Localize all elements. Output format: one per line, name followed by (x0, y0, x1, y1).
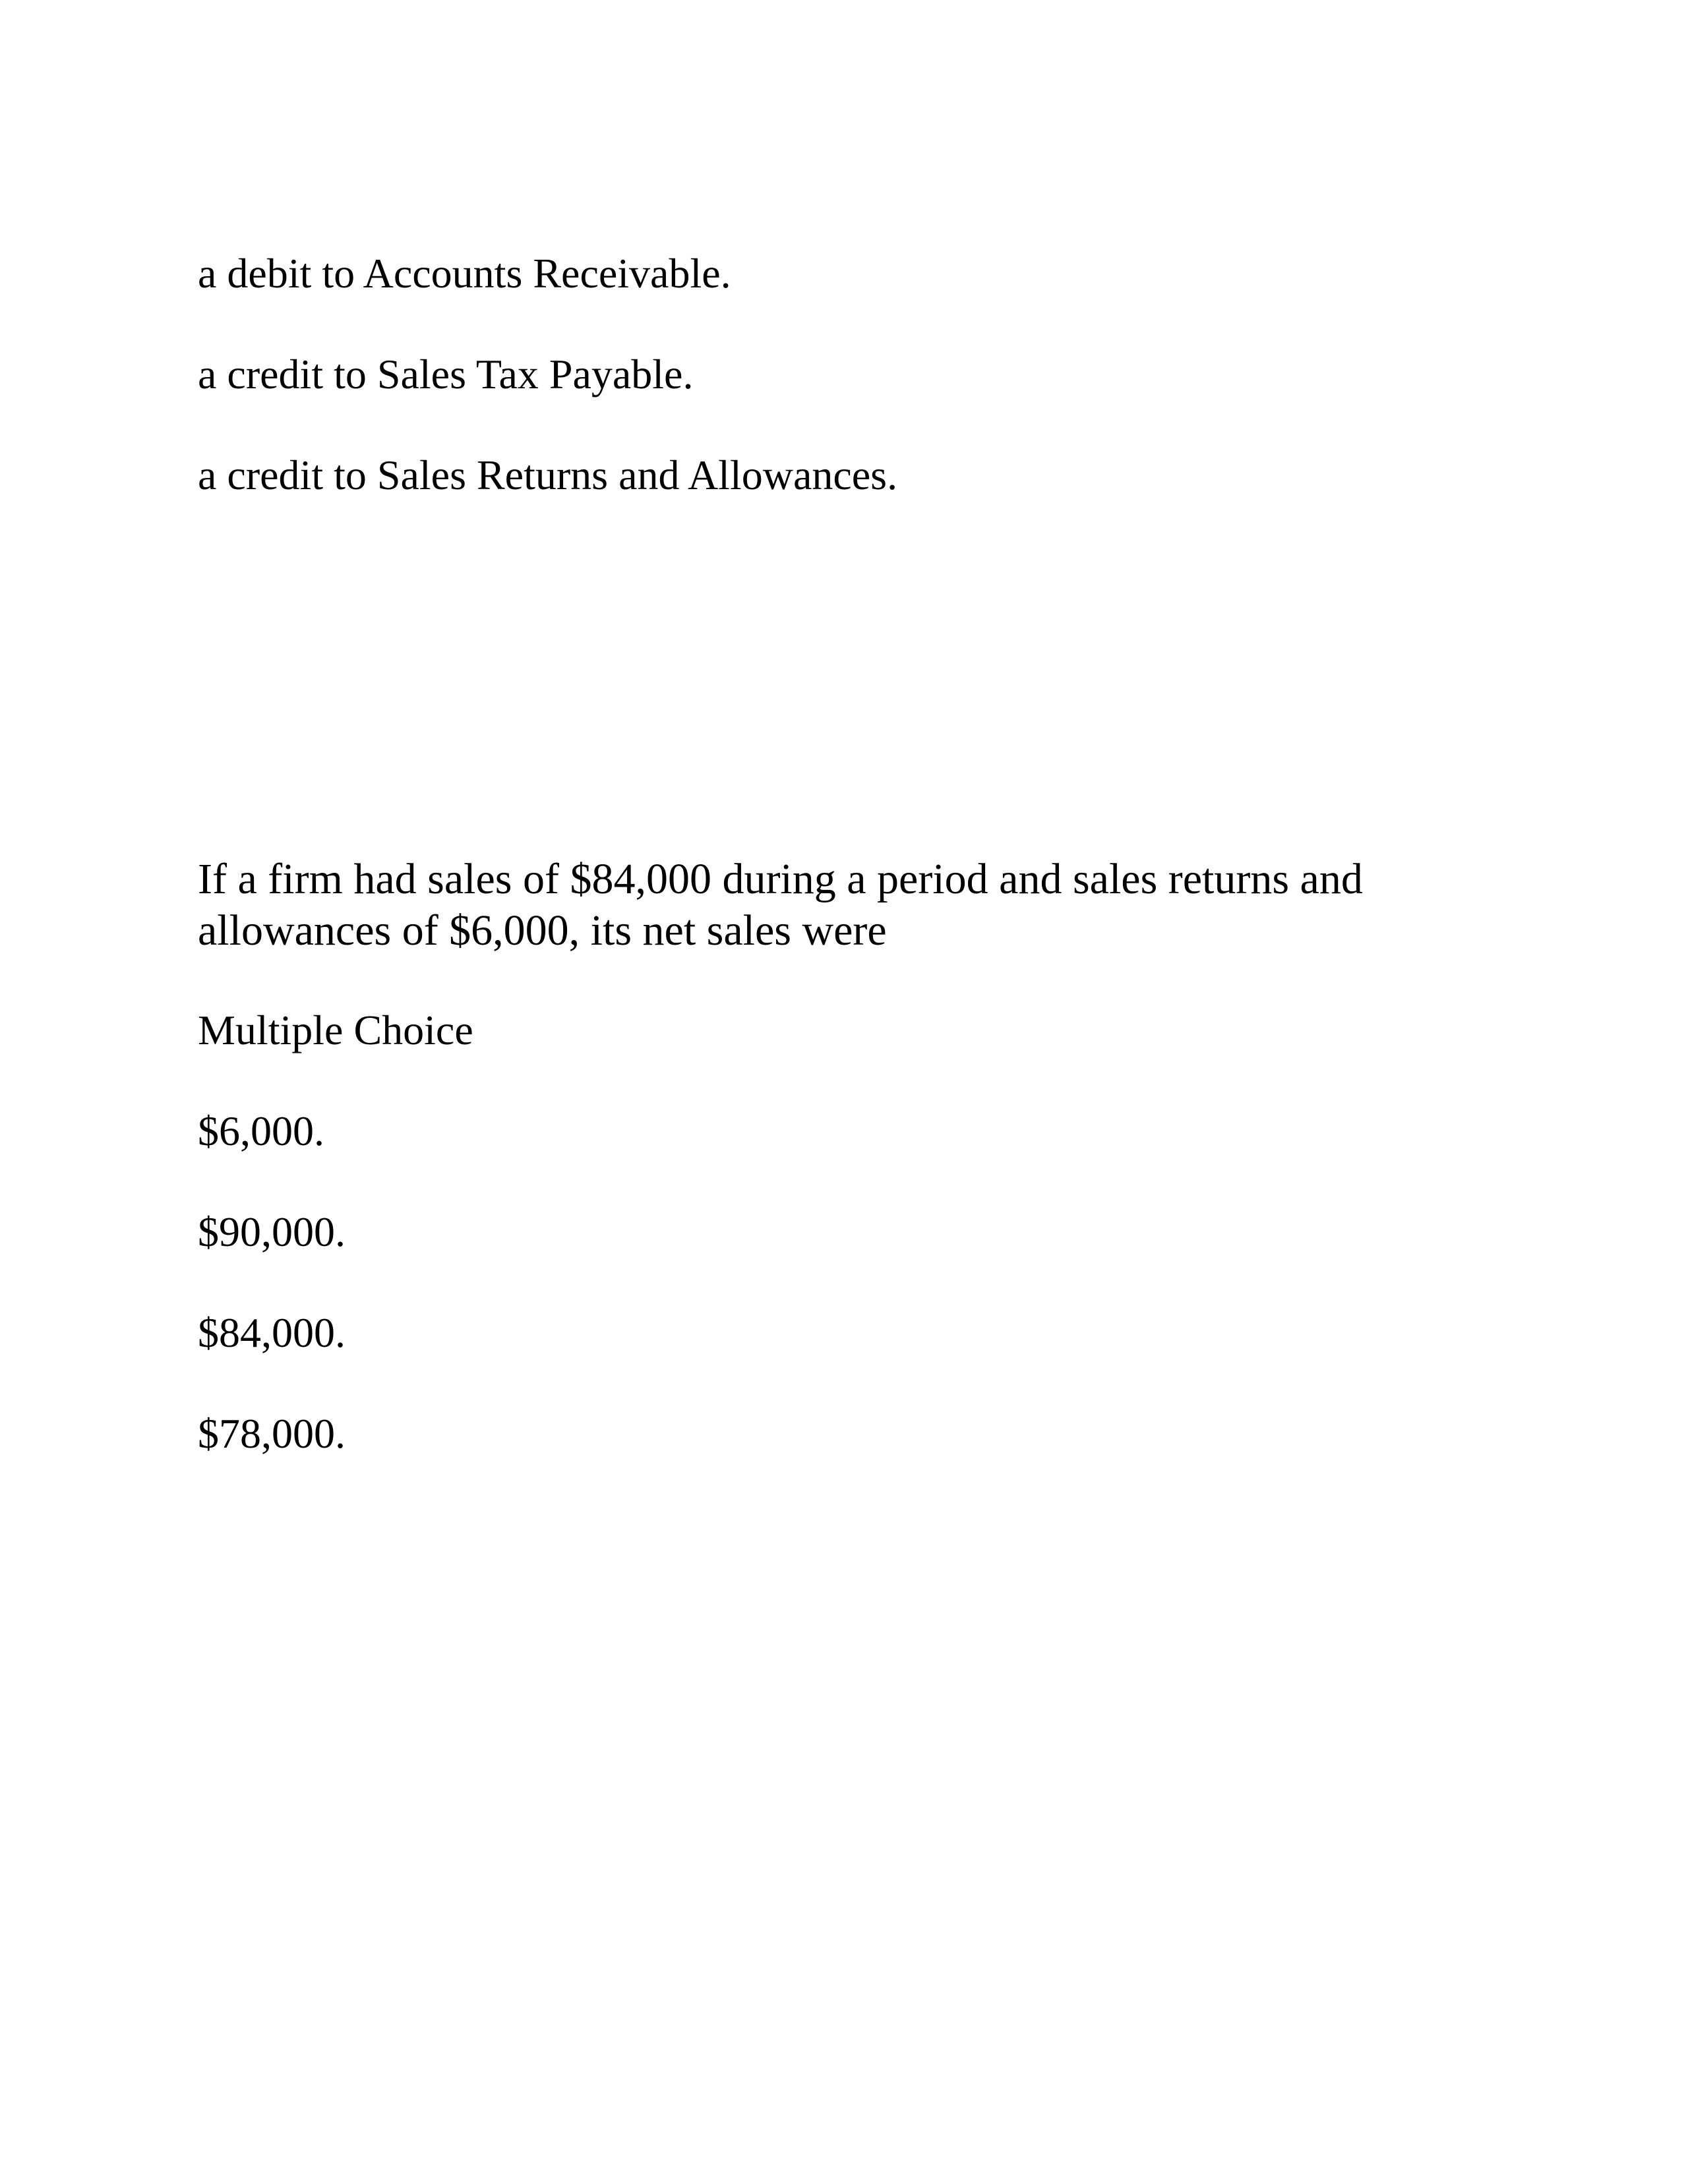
answer-option-90000[interactable]: $90,000. (198, 1208, 346, 1255)
answer-option-84000[interactable]: $84,000. (198, 1309, 346, 1356)
question-text: If a firm had sales of $84,000 during a period and sales returns and allowances of $6,000, its net sales were (198, 855, 1363, 955)
answer-option-accounts-receivable[interactable]: a debit to Accounts Receivable. (198, 250, 731, 297)
question-type-label: Multiple Choice (198, 1007, 473, 1053)
answer-option-sales-returns[interactable]: a credit to Sales Returns and Allowances. (198, 452, 898, 498)
answer-option-78000[interactable]: $78,000. (198, 1410, 346, 1457)
answer-option-sales-tax-payable[interactable]: a credit to Sales Tax Payable. (198, 351, 694, 398)
answer-option-6000[interactable]: $6,000. (198, 1107, 324, 1154)
